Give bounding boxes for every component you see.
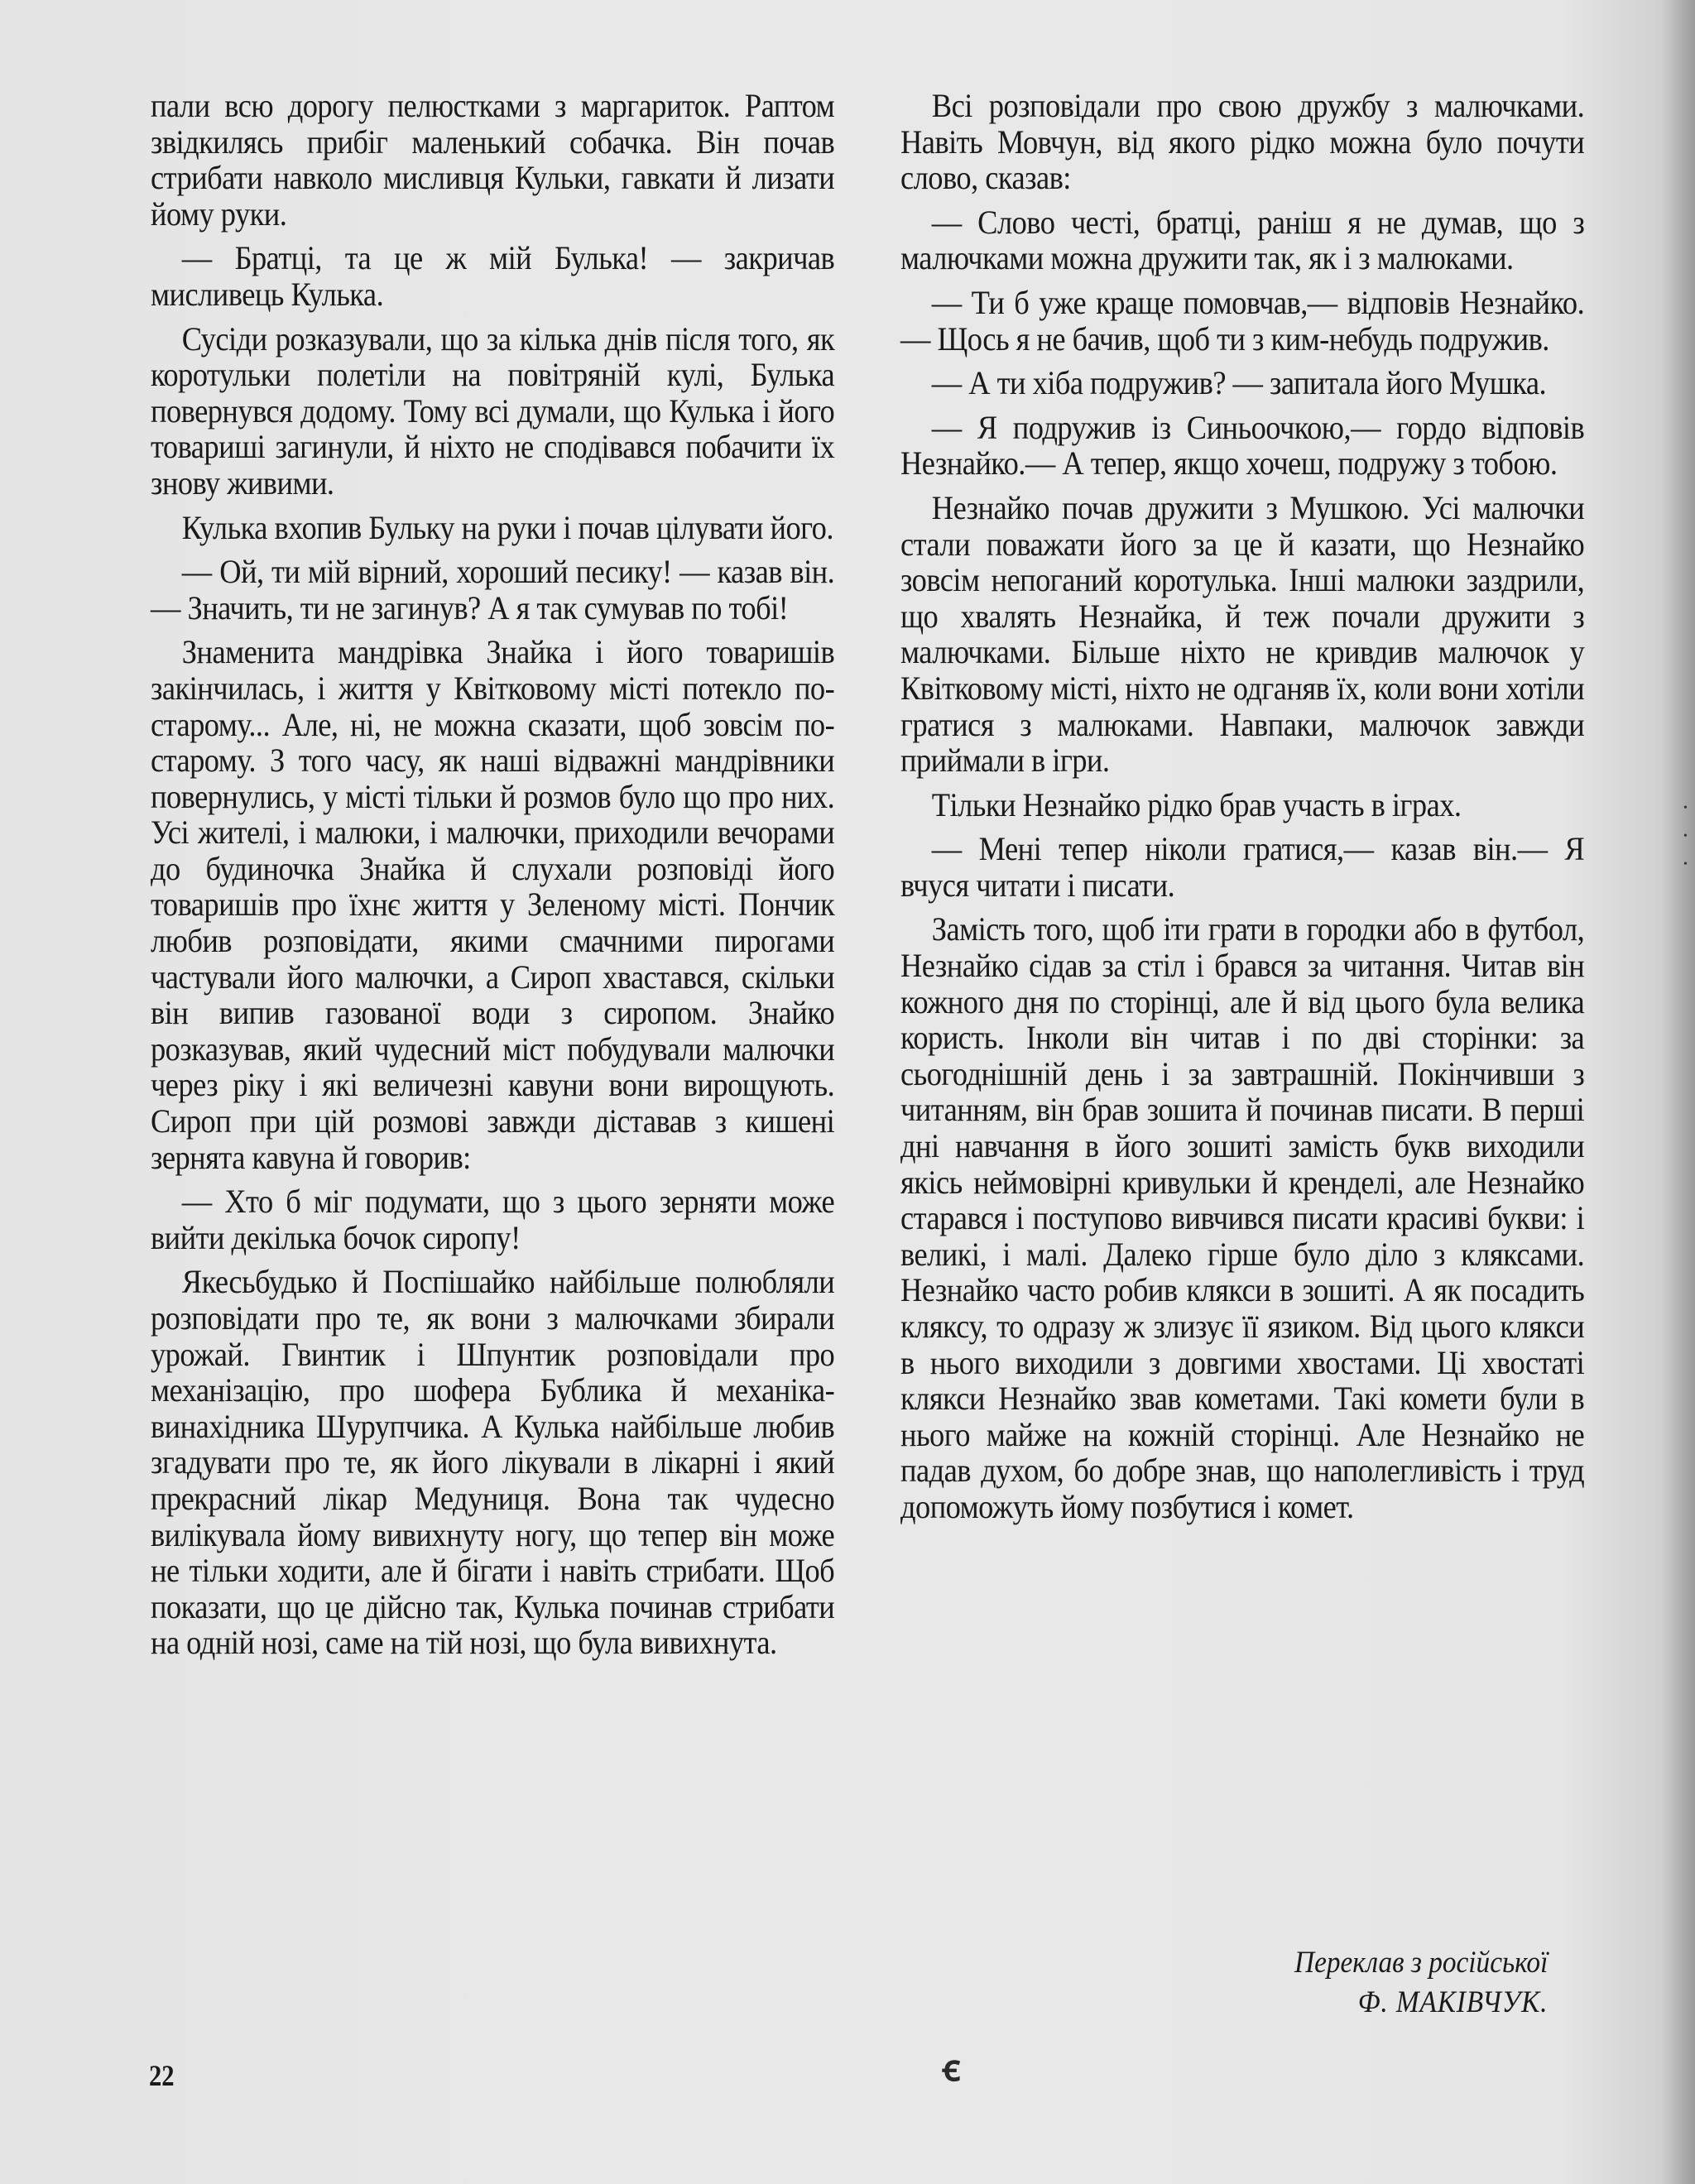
paragraph: — Хто б міг подумати, що з цього зерняти може вийти декілька бочок сиропу! <box>151 1183 835 1256</box>
paragraph: Тільки Незнайко рідко брав участь в іграх. <box>931 785 1462 823</box>
paragraph: Незнайко почав дружити з Мушкою. Усі малючки стали поважати його за це й казати, що Незнайко зовсім непоганий коротулька. Інші малюки заздрили, що хвалять Незнайка, й теж почали дружити з малючками. Більше ніхто не кривдив малючок у Квітковому місті, ніхто не одганяв їх, коли вони хотіли гратися з малюками. Навпаки, малючок завжди приймали в ігри. <box>900 488 1585 780</box>
binding-edge-marks-icon: • • • <box>1683 802 1688 871</box>
translator-credit <box>1294 1943 1548 2023</box>
paragraph: — Я подружив із Синьоочкою,— гордо відповів Незнайко.— А тепер, якщо хочеш, подружу з тобою. <box>900 408 1585 482</box>
paragraph: — Братці, та це ж мій Булька! — закричав мисливець Кулька. <box>151 239 835 313</box>
paragraph: Кулька вхопив Бульку на руки і почав цілувати його. <box>181 508 833 546</box>
paragraph: — А ти хіба подружив? — запитала його Мушка. <box>931 364 1547 402</box>
paragraph: — Ой, ти мій вірний, хороший песику! — казав він.— Значить, ти не загинув? А я так сумував по тобі! <box>151 553 835 626</box>
left-text-column <box>151 88 834 1669</box>
paragraph: Якесьбудько й Поспішайко найбільше полюбляли розповідати про те, як вони з малючками збирали урожай. Гвинтик і Шпунтик розповідали про механізацію, про шофера Бублика й механіка-винахідника Шурупчика. А Кулька найбільше любив згадувати про те, як його лікували в лікарні і який прекрасний лікар Медуниця. Вона так чудесно вилікувала йому вивихнуту ногу, що тепер він може не тільки ходити, але й бігати і навіть стрибати. Щоб показати, що це дійсно так, Кулька починав стрибати на одній нозі, саме на тій нозі, що була вивихнута. <box>151 1263 835 1662</box>
paragraph: пали всю дорогу пелюстками з маргариток. Раптом звідкилясь прибіг маленький собачка. Він почав стрибати навколо мисливця Кульки, гавкати й лизати йому руки. <box>151 87 835 233</box>
right-text-column <box>900 88 1584 1534</box>
credit-line: Переклав з російської <box>1294 1946 1548 1980</box>
paragraph: Замість того, щоб іти грати в городки або в футбол, Незнайко сідав за стіл і брався за читання. Читав він кожного дня по сторінці, але й від цього була велика користь. Інколи він читав і по дві сторінки: за сьогоднішній день і за завтрашній. Покінчивши з читанням, він брав зошита й починав писати. В перші дні навчання в його зошиті замість букв виходили якісь неймовірні кривульки й кренделі, але Незнайко старався і поступово вивчився писати красиві букви: і великі, і малі. Далеко гірше було діло з кляксами. Незнайко часто робив клякси в зошиті. А як посадить кляксу, то одразу ж злизує її язиком. Від цього клякси в нього виходили з довгими хвостами. Ці хвостаті клякси Незнайко звав кометами. Такі комети були в нього майже на кожній сторінці. Але Незнайко не падав духом, бо добре знав, що наполегливість і труд допоможуть йому позбутися і комет. <box>900 910 1585 1525</box>
page-number: 22 <box>149 2059 175 2092</box>
paragraph: — Мені тепер ніколи гратися,— казав він.— Я вчуся читати і писати. <box>900 830 1585 904</box>
printer-mark-icon: ꞓ <box>943 2048 961 2089</box>
paragraph: Знаменита мандрівка Знайка і його товаришів закінчилась, і життя у Квітковому місті потекло по-старому... Але, ні, не можна сказати, щоб зовсім по-старому. З того часу, як наші відважні мандрівники повернулись, у місті тільки й розмов було що про них. Усі жителі, і малюки, і малючки, приходили вечорами до будиночка Знайка й слухали розповіді його товаришів про їхнє життя у Зеленому місті. Пончик любив розповідати, якими смачними пирогами частували його малючки, а Сироп хвастався, скільки він випив газованої води з сиропом. Знайко розказував, який чудесний міст побудували малючки через ріку і які величезні кавуни вони вирощують. Сироп при цій розмові завжди діставав з кишені зернята кавуна й говорив: <box>151 633 835 1176</box>
translator-name: Ф. МАКІВЧУК. <box>1357 1985 1548 2019</box>
paragraph: Всі розповідали про свою дружбу з малючками. Навіть Мовчун, від якого рідко можна було почути слово, сказав: <box>900 87 1585 197</box>
paragraph: — Ти б уже краще помовчав,— відповів Незнайко.— Щось я не бачив, щоб ти з ким-небудь подружив. <box>900 283 1585 358</box>
paragraph: — Слово честі, братці, раніш я не думав, що з малючками можна дружити так, як і з малюками. <box>900 203 1585 277</box>
paragraph: Сусіди розказували, що за кілька днів після того, як коротульки полетіли на повітряній кулі, Булька повернувся додому. Тому всі думали, що Кулька і його товариші загинули, й ніхто не сподівався побачити їх знову живими. <box>151 319 835 502</box>
